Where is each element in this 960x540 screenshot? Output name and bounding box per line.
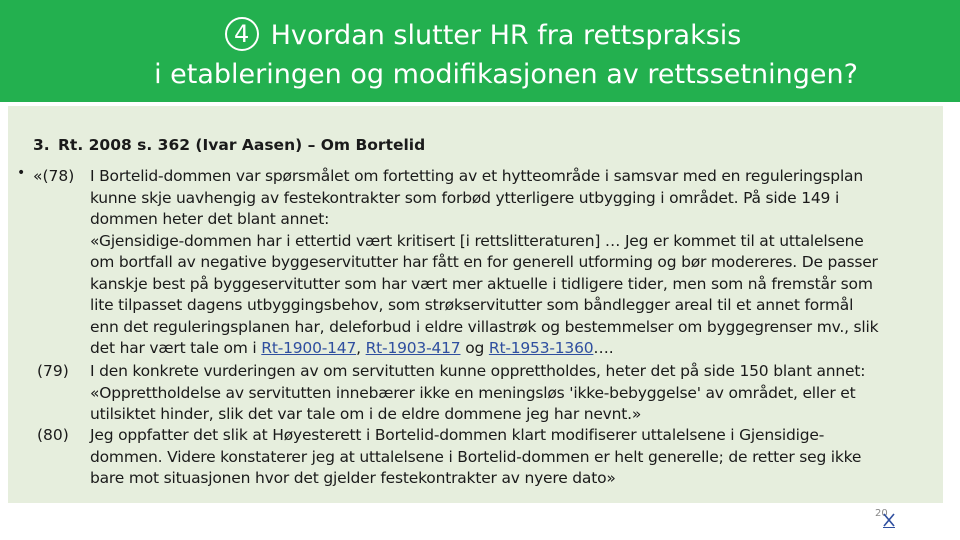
bullet-marker: • <box>17 165 26 181</box>
close-x-icon[interactable] <box>882 512 896 528</box>
body-line: dommen. Videre konstaterer jeg at uttalelsene i Bortelid-dommen er helt generelle; de retter seg ikke <box>90 447 862 466</box>
paragraph-number-79: (79) <box>37 362 69 380</box>
section-number-badge: 4 <box>225 17 259 51</box>
body-line: kunne skje uavhengig av festekontrakter som forbød ytterligere utbygging i området. På side 149 i <box>90 188 840 207</box>
body-line: om bortfall av negative byggeservitutter har fått en for generell utforming og bør modereres. De passer <box>90 253 878 271</box>
body-line: «Opprettholdelse av servitutten innebærer ikke en meningsløs 'ikke-bebyggelse' av området, eller et <box>90 383 856 402</box>
section-number: 3. <box>33 136 50 154</box>
body-line: bare mot situasjonen hvor det gjelder festekontrakter av nyere dato» <box>90 469 616 487</box>
paragraph-number-80: (80) <box>37 426 69 444</box>
body-line: I den konkrete vurderingen av om servitutten kunne opprettholdes, heter det på side 150 blant annet: <box>90 362 866 380</box>
separator: og <box>460 339 489 357</box>
body-line: enn det reguleringsplanen har, deleforbud i eldre villastrøk og bestemmelser om byggegrenser mv., slik <box>90 317 879 336</box>
ref-link-rt-1900-147[interactable]: Rt-1900-147 <box>261 339 357 357</box>
body-line: «Gjensidige-dommen har i ettertid vært kritisert [i rettslitteraturen] … Jeg er kommet til at uttalelsene <box>90 231 864 250</box>
body-line: kanskje best på byggeservitutter som har vært mer aktuelle i tidligere tider, men som nå fremstår som <box>90 274 873 293</box>
body-line: Jeg oppfatter det slik at Høyesterett i Bortelid-dommen klart modifiserer uttalelsene i Gjensidige- <box>90 426 825 444</box>
section-title: Rt. 2008 s. 362 (Ivar Aasen) – Om Bortelid <box>58 136 426 154</box>
page-title-line2: i etableringen og modifikasjonen av rettssetningen? <box>154 59 858 90</box>
page-number: 20 <box>875 508 888 519</box>
ref-link-rt-1953-1360[interactable]: Rt-1953-1360 <box>488 339 594 357</box>
title-banner <box>0 0 960 102</box>
separator: , <box>356 339 366 357</box>
line-suffix: …. <box>593 339 614 357</box>
body-line: I Bortelid-dommen var spørsmålet om fortetting av et hytteområde i samsvar med en reguleringsplan <box>90 167 863 185</box>
body-line: utilsiktet hinder, slik det var tale om i de eldre dommene jeg har nevnt.» <box>90 405 642 423</box>
page-title-line1 <box>0 17 960 54</box>
paragraph-number-78: «(78) <box>33 167 75 185</box>
ref-link-rt-1903-417[interactable]: Rt-1903-417 <box>365 339 461 357</box>
body-line: dommen heter det blant annet: <box>90 210 330 228</box>
body-line-with-refs <box>90 338 613 360</box>
title-text-1: Hvordan slutter HR fra rettspraksis <box>270 20 742 51</box>
body-line: lite tilpasset dagens utbyggingsbehov, som strøkservitutter som båndlegger areal til et annet formål <box>90 296 854 314</box>
line-prefix: det har vært tale om i <box>90 339 262 357</box>
